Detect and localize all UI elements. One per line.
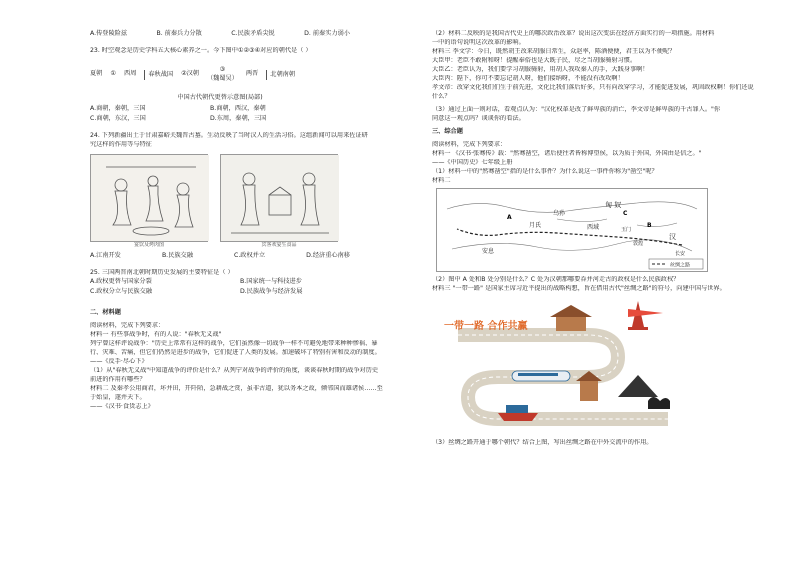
q22-options — [90, 30, 350, 39]
q25-option-a: A.政权更替与国家分裂 — [90, 278, 152, 286]
right-column — [432, 30, 762, 448]
timeline-weishuwu: （魏蜀吴） — [206, 74, 238, 82]
map-label-han: 汉 — [669, 232, 676, 241]
q25-option-b: B.国家统一与科技进步 — [240, 278, 302, 286]
section-3-heading: 三、综合题 — [432, 127, 463, 135]
timeline-zhanguo: 战国 — [160, 71, 174, 78]
left-column — [90, 30, 410, 412]
belt-road-poster — [438, 297, 678, 437]
q25-option-d: D.民族战争与经济发展 — [240, 288, 303, 296]
mural-guests-image — [221, 155, 339, 241]
q25-option-c: C.政权分立与民族交融 — [90, 288, 152, 296]
q24-option-c: C.政权并立 — [234, 252, 266, 260]
q2-line1: （2）材料二反映的是我国古代史上的哪次政治改革？说出这次变法在经济方面实行的一项措施。用材料 — [432, 30, 715, 37]
timeline-chunqiu: 春秋 — [148, 71, 161, 78]
material-3-line2: 大臣甲：老臣不敢附和呀！提醒奉俗也是大既子民，尽之当胡服骑射习惯。 — [432, 56, 637, 64]
material-1-line3: 行、灾难、苦痛，但它们仍然是进步的战争，它们促进了人类的发展。加速破坏了特别有害和反动的制度。 — [90, 349, 381, 357]
material-1-line1: 材料一 有些事战争时，有的人说："春秋无义战" — [90, 331, 222, 339]
map-label-yuezhi: 月氏 — [529, 221, 542, 229]
q24-image-1-caption: 宴饮及烤肉图 — [133, 241, 164, 248]
material-2-line2: 于始皇，遂并天下。 — [90, 393, 146, 401]
timeline-slot-2: ②汉朝 — [181, 70, 199, 78]
q24-option-b: B.民族交融 — [161, 252, 193, 260]
q22-option-a: A.传登陵险兹 — [90, 30, 128, 37]
timeline-slot-1: ① — [110, 70, 116, 78]
timeline-xizhou: 西周 — [123, 70, 137, 78]
material-1-line2: 列宁曾这样评说战争："历史上常常有这样的战争，它们虽然像一切战争一样不可避免地带来种种惨祸、暴 — [90, 340, 378, 348]
q24-images — [90, 154, 410, 249]
dynasty-timeline — [90, 60, 410, 90]
material-3-line6: 什么？ — [432, 92, 451, 100]
q22-option-b: B. 前秦兵力分散 — [156, 30, 202, 37]
timeline-nanbei-bracket — [266, 70, 295, 80]
material-1-question-line1: （1）从"春秋无义战"中知道战争的评价是什么？从列宁对战争的评价的角度，谈谈春秋时期的战争对历史 — [90, 366, 379, 374]
synthesis-question-3: （3）丝绸之路开通于哪个朝代？结合上图，写出丝绸之路在中外交流中的作用。 — [432, 438, 653, 446]
timeline-caption: 中国古代朝代更替示意图(局部) — [177, 93, 263, 101]
q3-line1: （3）通过上面一则对话，看观点认为："汉化权革是改了鲜卑族的消亡，李文帝是鲜卑族的千古罪人。"你 — [432, 105, 721, 113]
synthesis-question-2: （2）图中 A 处和B 处分别是什么？C 处为汉朝那哪要吞并河走古的政权是什么民族政权？ — [432, 275, 680, 283]
poster-train — [512, 371, 570, 381]
synthesis-material-3: 材料三 "一带一路" 是国家主席习近平提出的战略构想，旨在借用古代"丝绸之路"的符号，向建中国与世界。 — [432, 284, 726, 292]
timeline-dongzhou-bracket — [144, 70, 173, 80]
q23-option-c: C.商朝，东汉，三国 — [90, 114, 146, 122]
q24-options — [90, 252, 350, 261]
map-marker-c: C — [623, 209, 628, 217]
material-2-line1: 材料二 及秦孝公用商君，坏井田，开阡陌，急耕战之赏，虽非古道，犹以务本之故，倾邻国而雄诸侯……至 — [90, 384, 383, 392]
q25-options — [90, 278, 410, 297]
question-23: 23. 时空观念是历史学科五大核心素养之一。今下图中①②③④对应的朝代是（ ） — [90, 46, 312, 54]
section-2-heading: 二、材料题 — [90, 309, 121, 317]
q24-option-a: A.江南开发 — [90, 252, 121, 260]
timeline-beichao: 北朝 — [270, 71, 283, 78]
material-1-source: ——《反手·尽心下》 — [90, 358, 148, 365]
map-label-changan: 长安 — [675, 250, 686, 257]
q23-option-b: B.商朝，西汉，秦朝 — [210, 104, 266, 112]
q23-option-a: A.商朝，秦朝，三国 — [90, 104, 146, 112]
belt-road-poster-svg — [438, 297, 678, 437]
q22-option-d: D. 前秦实力弱小 — [304, 30, 350, 37]
synthesis-material-1: 材料一 《汉书·张骞传》载："然骞凿空，诸后使往者皆称博望侯，以为质于外国，外国由是信之。" — [432, 149, 702, 157]
timeline-liangjin: 两晋 — [245, 70, 259, 78]
synthesis-material-1-source: ——《中国历史》七年级上册 — [432, 158, 513, 166]
map-marker-b: B — [647, 221, 652, 229]
map-label-anxi: 安息 — [482, 247, 495, 255]
timeline-slot-3: ③ — [219, 65, 226, 73]
timeline-xia: 夏朝 — [90, 70, 103, 78]
map-label-yumen: 玉门 — [621, 226, 632, 233]
silk-road-map — [436, 188, 708, 272]
map-label-wusun: 乌孙 — [553, 209, 566, 217]
q23-option-d: D.东周，秦朝，三国 — [210, 114, 267, 122]
material-3-line5: 孝文帝：改穿文化我们们生于前先进，文化比我们落后好多，只有向改穿学习，才能促进发展，巩固政权啊！你们还说 — [432, 83, 754, 91]
mural-feast-image — [91, 155, 209, 241]
q2-line2: 一中的语句说明这次改革的影响。 — [432, 38, 525, 46]
q23-options — [90, 105, 410, 124]
synthesis-question-1: （1）材料一中的"然骞凿空"指的是什么事件？为什么说这一事件你称为"凿空"呢？ — [432, 167, 658, 175]
q22-option-c: C.民族矛盾尖锐 — [231, 30, 275, 37]
map-legend-text: 丝绸之路 — [670, 262, 691, 269]
question-25: 25. 三国两晋南北朝时期历史发展的主要特征是（ ） — [90, 269, 234, 277]
silk-road-map-svg — [437, 189, 707, 271]
material-3-line3: 大臣乙：老臣认为，我们要学习胡服骑射，用胡人我攻秦人的手，大践身事啊！ — [432, 65, 649, 73]
q24-option-d: D.经济重心南移 — [306, 252, 350, 260]
q24-image-2-caption: 宾客欢宴生食品 — [261, 241, 297, 248]
material-2-source: ——《汉书·食货志上》 — [90, 402, 154, 410]
question-24-line2: 究这样的作用等与特征 — [90, 140, 152, 148]
map-marker-a: A — [507, 213, 512, 221]
material-3-line4: 大臣丙：陛下，你可不要忘记胡人呀，他们接纳呀，不能没有改攻啊！ — [432, 74, 624, 82]
material-intro: 阅读材料，完成下列要求： — [90, 322, 165, 330]
material-3-line1: 材料三 李文学：今日，既然胡王改来胡服日常生，众赵率，陈酒便便，君王以为不便呢？ — [432, 47, 676, 55]
synthesis-material-2: 材料二 — [432, 176, 451, 184]
map-label-xiyu: 西域 — [587, 223, 600, 231]
q24-image-2 — [220, 154, 338, 249]
material-1-question-line2: 前进的作用有哪些？ — [90, 375, 146, 383]
timeline-nanchao: 南朝 — [282, 71, 296, 78]
synthesis-intro: 阅读材料，完成下列要求： — [432, 140, 507, 148]
q24-image-1 — [90, 154, 208, 249]
q3-line2: 同意这一观点吗？谈谈你的看法。 — [432, 114, 525, 122]
map-label-xiongnu: 匈 奴 — [605, 200, 622, 209]
question-24-line1: 24. 下列新疆出土于甘肃嘉峪关魏晋古墓。生动反映了当时汉人的生活习俗。这组新闻可以用来佐证研 — [90, 131, 368, 139]
poster-title: 一带一路 合作共赢 — [444, 320, 528, 332]
map-label-dunhuang: 敦煌 — [633, 240, 644, 247]
